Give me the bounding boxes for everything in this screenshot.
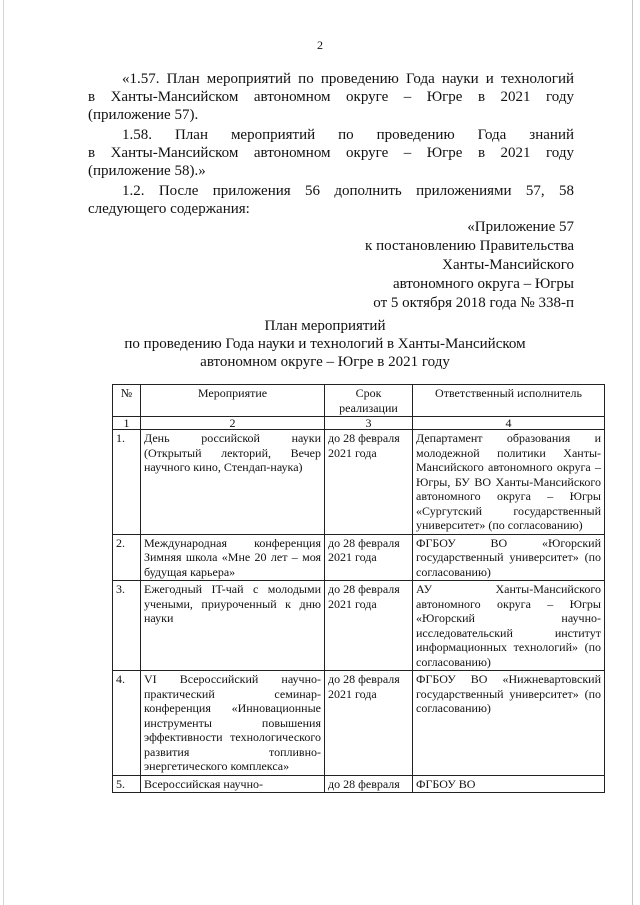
paragraph-line: (приложение 58).»	[88, 163, 206, 179]
scan-edge-left	[3, 0, 4, 905]
appendix-line: Ханты-Мансийского	[442, 257, 574, 273]
header-number: №	[113, 385, 141, 417]
appendix-line: к постановлению Правительства	[365, 238, 574, 254]
paragraph-line: 1.58. План мероприятий по проведению Года знаний	[122, 127, 574, 143]
paragraph-line: (приложение 57).	[88, 107, 199, 123]
plan-title	[90, 317, 560, 371]
table-row	[113, 671, 605, 776]
table-row	[113, 430, 605, 535]
plan-title-line: по проведению Года науки и технологий в Ханты-Мансийском	[124, 336, 526, 352]
table-row	[113, 581, 605, 671]
row-term: до 28 февраля 2021 года	[325, 430, 413, 535]
paragraph-line: 1.2. После приложения 56 дополнить приложениями 57, 58	[122, 183, 574, 199]
page-number: 2	[317, 38, 323, 52]
paragraph-1-57	[88, 70, 574, 124]
row-responsible: ФГБОУ ВО «Нижневартовский государственный университет» (по согласованию)	[413, 671, 605, 776]
header-event: Мероприятие	[141, 385, 325, 417]
row-term: до 28 февраля 2021 года	[325, 671, 413, 776]
row-number: 1.	[113, 430, 141, 535]
column-number: 4	[413, 417, 605, 430]
plan-table	[112, 384, 605, 793]
row-responsible: Департамент образования и молодежной политики Ханты-Мансийского автономного округа – Югры, БУ ВО Ханты-Мансийского автономного округа – Югры «Сургутский государственный университет» (по согласованию)	[413, 430, 605, 535]
column-number: 2	[141, 417, 325, 430]
row-event: День российской науки (Открытый лекторий, Вечер научного кино, Стендап-наука)	[141, 430, 325, 535]
table-header-row	[113, 385, 605, 417]
appendix-line: «Приложение 57	[467, 219, 574, 235]
column-number-row	[113, 417, 605, 430]
row-number: 2.	[113, 534, 141, 581]
row-event: VI Всероссийский научно-практический семинар-конференция «Инновационные инструменты повышения эффективности технологического развития топливно-энергетического комплекса»	[141, 671, 325, 776]
paragraph-line: следующего содержания:	[88, 201, 250, 217]
row-number: 4.	[113, 671, 141, 776]
table-row	[113, 775, 605, 793]
paragraph-1-2	[88, 182, 574, 218]
paragraph-line: «1.57. План мероприятий по проведению Года науки и технологий	[122, 71, 574, 87]
row-event: Ежегодный IT-чай с молодыми учеными, приуроченный к дню науки	[141, 581, 325, 671]
row-term: до 28 февраля 2021 года	[325, 581, 413, 671]
row-term: до 28 февраля	[325, 775, 413, 793]
paragraph-line: в Ханты-Мансийском автономном округе – Югре в 2021 году	[88, 145, 574, 161]
paragraph-line: в Ханты-Мансийском автономном округе – Югре в 2021 году	[88, 89, 574, 105]
header-term: Срок реализации	[325, 385, 413, 417]
appendix-header	[365, 218, 574, 313]
plan-title-line: План мероприятий	[264, 318, 386, 334]
row-responsible: ФГБОУ ВО	[413, 775, 605, 793]
row-responsible: АУ Ханты-Мансийского автономного округа – Югры «Югорский научно-исследовательский институт информационных технологий» (по согласованию)	[413, 581, 605, 671]
row-responsible: ФГБОУ ВО «Югорский государственный университет» (по согласованию)	[413, 534, 605, 581]
plan-title-line: автономном округе – Югре в 2021 году	[200, 354, 450, 370]
row-number: 5.	[113, 775, 141, 793]
paragraph-1-58	[88, 126, 574, 180]
row-event: Всероссийская научно-	[141, 775, 325, 793]
row-number: 3.	[113, 581, 141, 671]
appendix-line: от 5 октября 2018 года № 338-п	[373, 295, 574, 311]
header-responsible: Ответственный исполнитель	[413, 385, 605, 417]
table-row	[113, 534, 605, 581]
appendix-line: автономного округа – Югры	[392, 276, 574, 292]
column-number: 1	[113, 417, 141, 430]
row-event: Международная конференция Зимняя школа «Мне 20 лет – моя будущая карьера»	[141, 534, 325, 581]
row-term: до 28 февраля 2021 года	[325, 534, 413, 581]
column-number: 3	[325, 417, 413, 430]
scan-edge-right	[632, 0, 633, 905]
